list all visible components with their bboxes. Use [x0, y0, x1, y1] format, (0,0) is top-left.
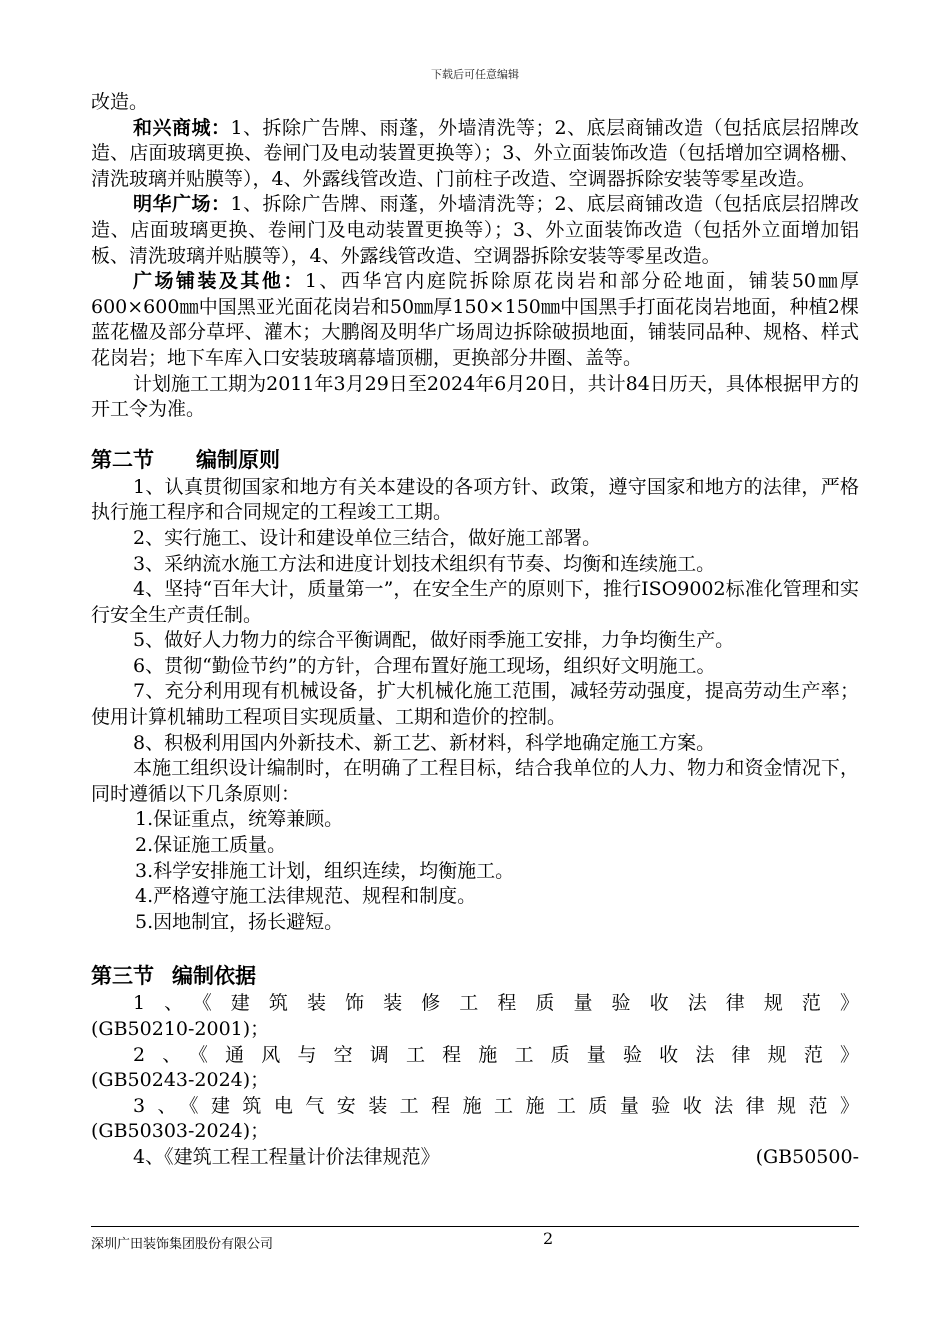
document-body — [91, 90, 859, 1171]
minghua-label: 明华广场： — [133, 193, 231, 216]
principle-item: 8、积极利用国内外新技术、新工艺、新材料，科学地确定施工方案。 — [133, 731, 716, 754]
principle-item: 3、采纳流水施工方法和进度计划技术组织有节奏、均衡和连续施工。 — [133, 552, 716, 575]
plaza-text: 1、西华宫内庭院拆除原花岗岩和部分砼地面，铺装50㎜厚600×600㎜中国黑亚光面花岗岩和50㎜厚150×150㎜中国黑手打面花岗岩地面，种植2棵蓝花楹及部分草坪、灌木；大鹏阁及明华广场周边拆除破损地面，铺装同品种、规格、样式花岗岩；地下车库入口安装玻璃幕墙顶棚，更换部分井圈、盖等。 — [91, 270, 859, 369]
section2-title: 编制原则 — [196, 447, 280, 472]
schedule-paragraph: 计划施工工期为2011年3月29日至2024年6月20日，共计84日历天，具体根据甲方的开工令为准。 — [91, 372, 859, 421]
principle-item: 2、实行施工、设计和建设单位三结合，做好施工部署。 — [133, 526, 602, 549]
plaza-label: 广场铺装及其他： — [133, 270, 305, 293]
hexing-paragraph — [91, 116, 859, 193]
principle-list-item: 2.保证施工质量。 — [135, 834, 287, 857]
reference-4-name: 4、《建筑工程工程量计价法律规范》 — [133, 1145, 440, 1168]
reference-name: 1、《建筑装饰装修工程质量验收法律规范》 — [133, 992, 859, 1015]
reference-code: (GB50210-2001)； — [91, 1018, 270, 1040]
principle-summary: 本施工组织设计编制时，在明确了工程目标，结合我单位的人力、物力和资金情况下，同时遵循以下几条原则： — [91, 757, 859, 805]
principle-item: 5、做好人力物力的综合平衡调配，做好雨季施工安排，力争均衡生产。 — [133, 629, 735, 652]
principle-list-item: 1.保证重点，统筹兼顾。 — [135, 808, 344, 831]
intro-tail: 改造。 — [91, 91, 149, 113]
section3-heading — [91, 961, 859, 991]
section2-number: 第二节 — [91, 447, 154, 472]
section3-title: 编制依据 — [172, 964, 256, 989]
page-header: 下载后可任意编辑 — [431, 68, 519, 81]
principle-item: 7、充分利用现有机械设备，扩大机械化施工范围，减轻劳动强度，提高劳动生产率；使用计算机辅助工程项目实现质量、工期和造价的控制。 — [91, 680, 859, 729]
principle-item: 4、坚持“百年大计，质量第一”，在安全生产的原则下，推行ISO9002标准化管理和实行安全生产责任制。 — [91, 578, 859, 626]
reference-name: 2、《通风与空调工程施工质量验收法律规范》 — [133, 1043, 859, 1066]
section3-number: 第三节 — [91, 964, 154, 989]
principle-list-item: 3.科学安排施工计划，组织连续，均衡施工。 — [135, 859, 515, 882]
reference-4 — [91, 1145, 859, 1171]
section2-heading — [91, 445, 859, 475]
page-number: 2 — [543, 1229, 554, 1248]
principle-list-item: 5.因地制宜，扬长避短。 — [135, 910, 344, 933]
reference-code: (GB50303-2024)； — [91, 1120, 270, 1143]
minghua-paragraph — [91, 192, 859, 269]
principle-list-item: 4.严格遵守施工法律规范、规程和制度。 — [135, 885, 477, 908]
principle-item: 1、认真贯彻国家和地方有关本建设的各项方针、政策，遵守国家和地方的法律，严格执行施工程序和合同规定的工程竣工工期。 — [91, 475, 859, 524]
reference-code: (GB50243-2024)； — [91, 1069, 270, 1092]
reference-4-code: (GB50500- — [755, 1145, 859, 1168]
reference-name: 3、《建筑电气安装工程施工施工质量验收法律规范》 — [133, 1094, 859, 1117]
hexing-text: 1、拆除广告牌、雨蓬，外墙清洗等；2、底层商铺改造（包括底层招牌改造、店面玻璃更换、卷闸门及电动装置更换等）；3、外立面装饰改造（包括增加空调格栅、清洗玻璃并贴膜等），4、外露线管改造、门前柱子改造、空调器拆除安装等零星改造。 — [91, 116, 859, 190]
footer-company: 深圳广田装饰集团股份有限公司 — [91, 1237, 274, 1252]
principle-item: 6、贯彻“勤俭节约”的方针，合理布置好施工现场，组织好文明施工。 — [133, 654, 716, 677]
hexing-label: 和兴商城： — [133, 116, 231, 139]
minghua-text: 1、拆除广告牌、雨蓬，外墙清洗等；2、底层商铺改造（包括底层招牌改造、店面玻璃更换、卷闸门及电动装置更换等）；3、外立面装饰改造（包括外立面增加铝板、清洗玻璃并贴膜等），4、外露线管改造、空调器拆除安装等零星改造。 — [91, 193, 859, 267]
page-footer — [91, 1226, 859, 1252]
plaza-paragraph — [91, 269, 859, 371]
